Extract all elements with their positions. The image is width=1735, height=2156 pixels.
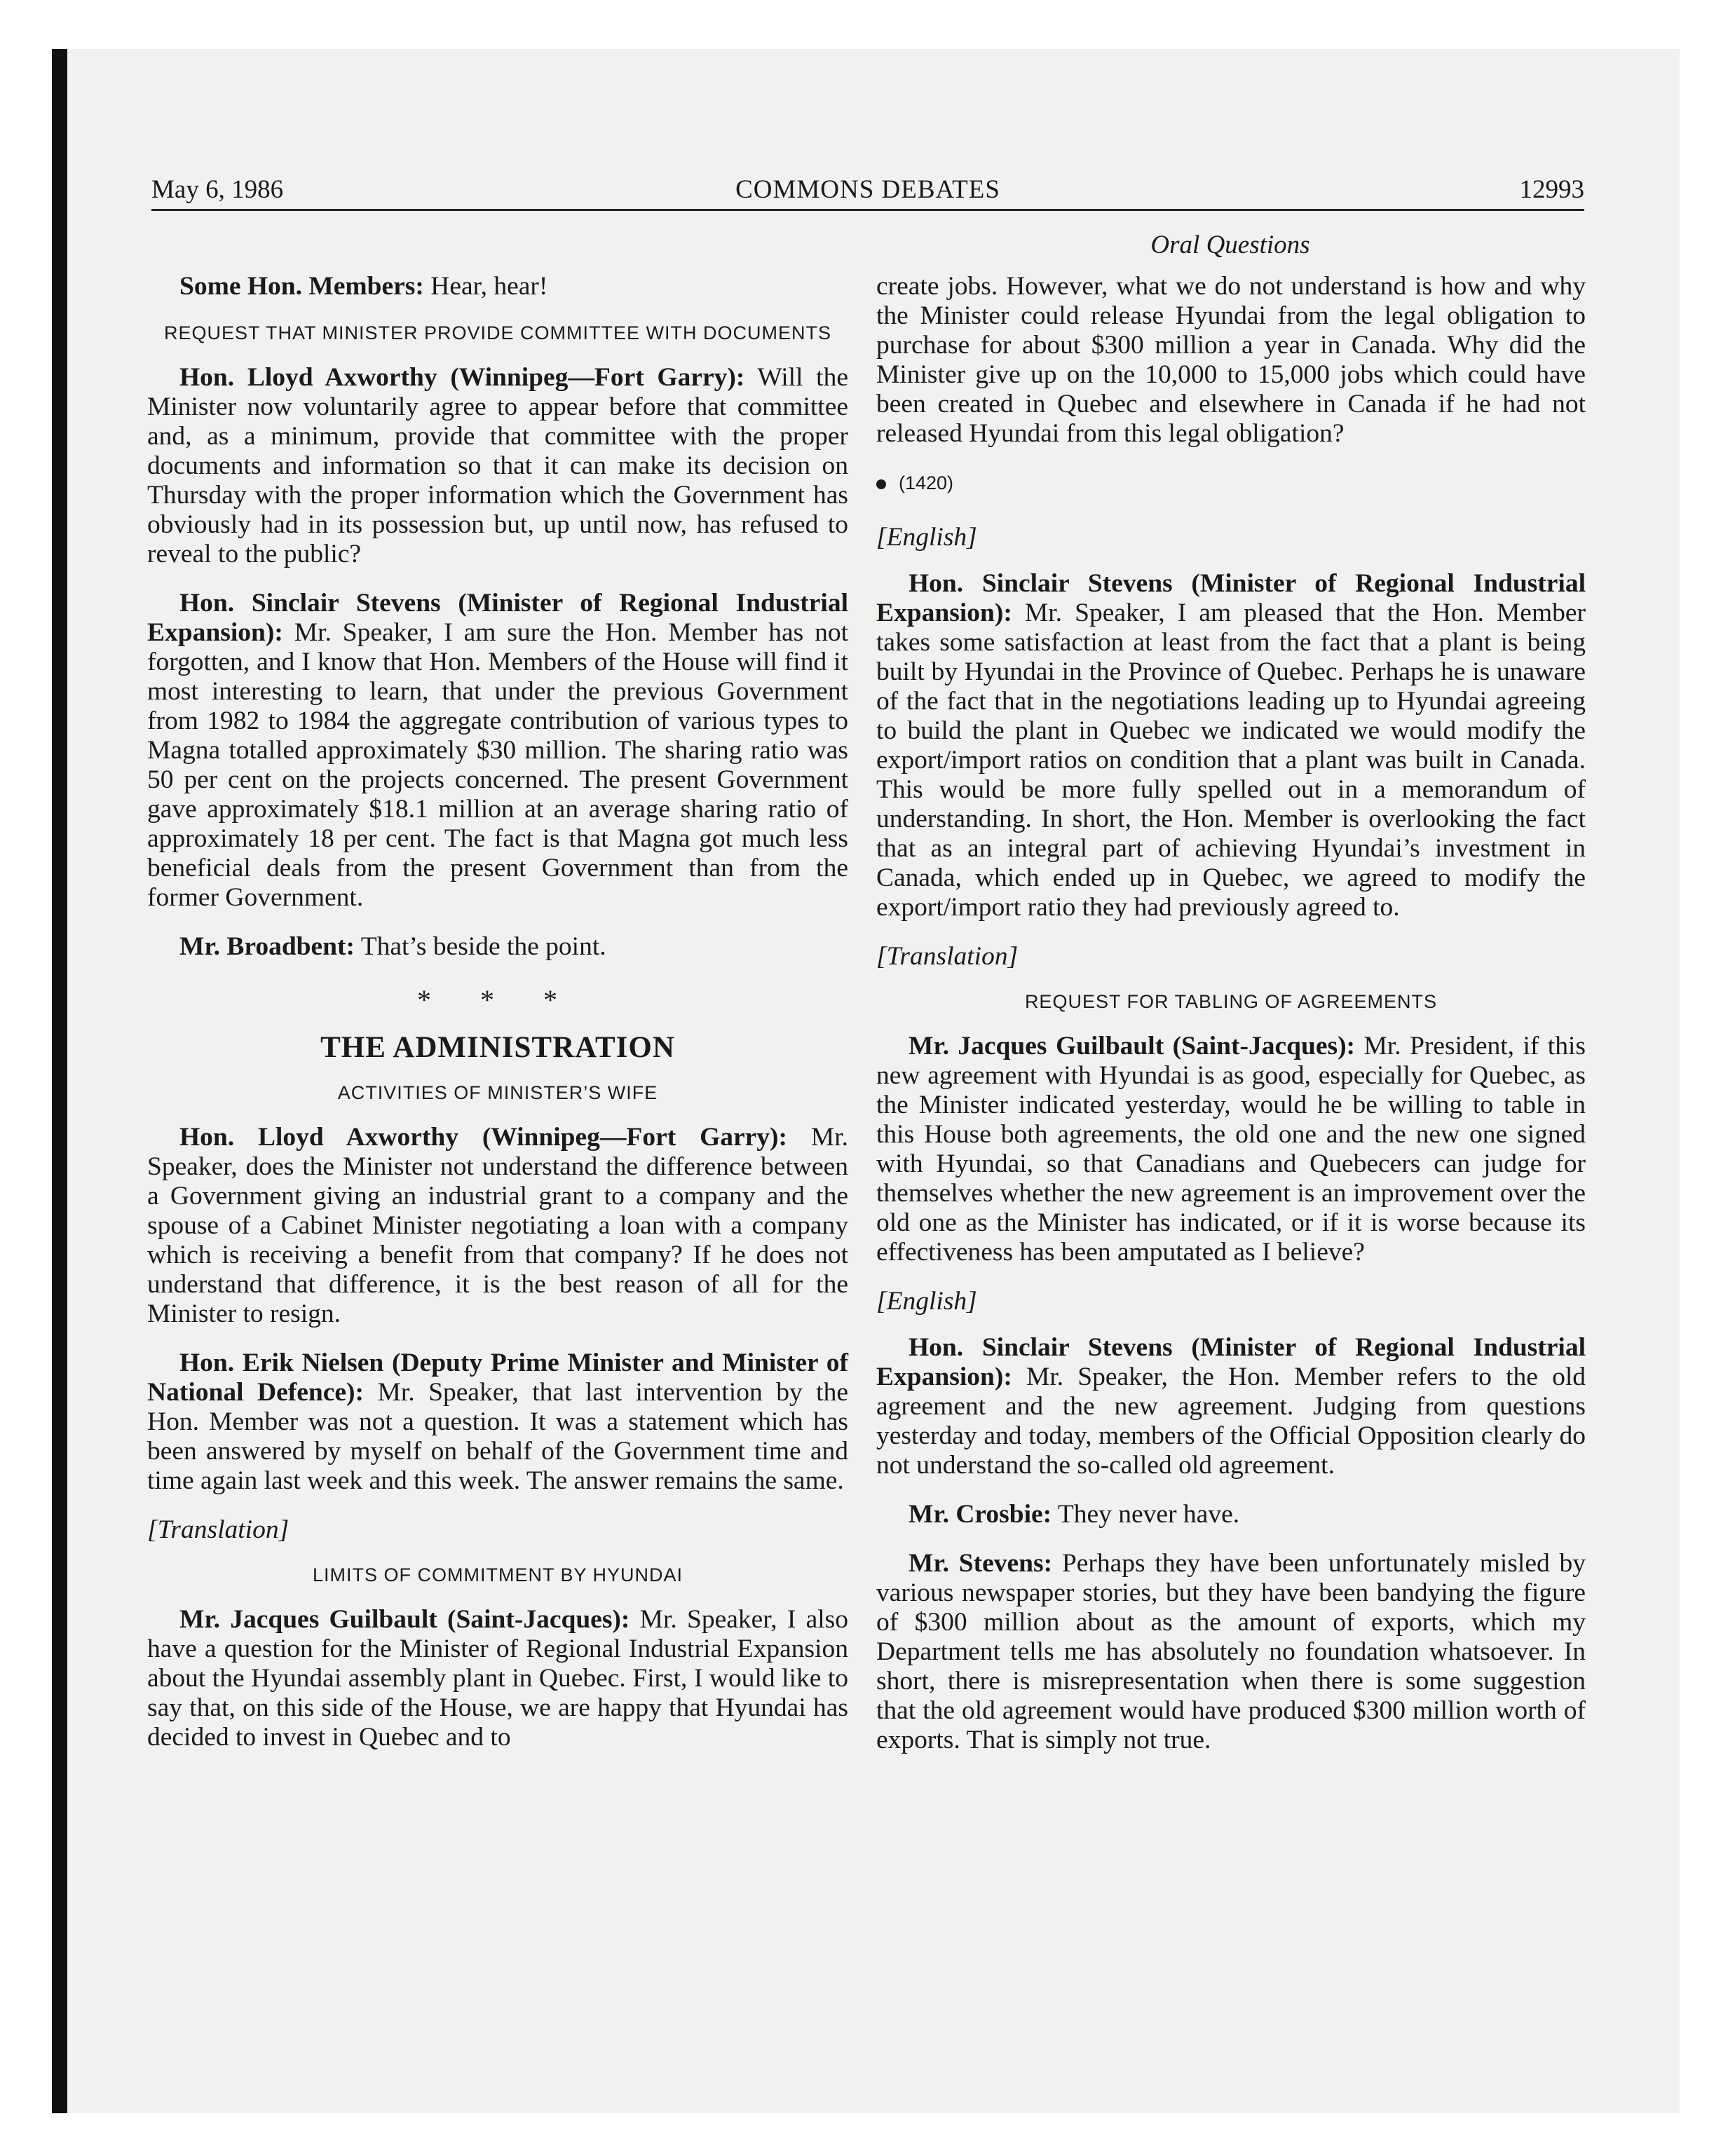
subheading: LIMITS OF COMMITMENT BY HYUNDAI	[312, 1564, 683, 1585]
speech-text: Mr. Speaker, does the Minister not understand the difference between a Government giving an industrial grant to a company and the spouse of a Cabinet Minister negotiating a loan with a company which is receiving a benefit from that company? If he does not understand that difference, it is the best reason of all for the Minister to resign.	[147, 1123, 848, 1328]
speech-text: Mr. President, if this new agreement with Hyundai is as good, especially for Quebec, as the Minister indicated yesterday, would he be willing to table in this House both agreements, the old one and the new one signed with Hyundai, so that Canadians and Quebecers can judge for themselves whether the new agreement is an improvement over the old one as the Minister has indicated, or if it is worse because its effectiveness has been amputated as I believe?	[876, 1032, 1586, 1267]
speech-text: Mr. Speaker, I also have a question for the Minister of Regional Industrial Expansion about the Hyundai assembly plant in Quebec. First, I would like to say that, on this side of the House, we are happy that Hyundai has decided to invest in Quebec and to	[147, 1605, 848, 1752]
paragraph	[147, 363, 848, 569]
speech-text: Mr. Speaker, that last intervention by the Hon. Member was not a question. It was a statement which has been answered by myself on behalf of the Government time and time again last week and this week. The answer remains the same.	[147, 1378, 848, 1495]
left-column	[147, 272, 848, 1772]
language-marker: [English]	[876, 1287, 977, 1316]
paragraph	[147, 932, 848, 962]
subheading: REQUEST FOR TABLING OF AGREEMENTS	[1024, 991, 1438, 1012]
speech-text: Mr. Speaker, I am pleased that the Hon. Member takes some satisfaction at least from the fact that a plant is being built by Hyundai in the Province of Quebec. Perhaps he is unaware of the fact that in the negotiations leading up to Hyundai agreeing to build the plant in Quebec we indicated we would modify the export/import ratios on condition that a plant was built in Canada. This would be more fully spelled out in a memorandum of understanding. In short, the Hon. Member is overlooking the fact that as an integral part of achieving Hyundai’s investment in Canada, which ended up in Quebec, we agreed to modify the export/import ratio they had previously agreed to.	[876, 599, 1586, 922]
paragraph	[876, 569, 1586, 922]
section-heading: THE ADMINISTRATION	[320, 1031, 675, 1064]
speaker: Mr. Jacques Guilbault (Saint-Jacques):	[909, 1032, 1356, 1060]
time-marker-text: (1420)	[899, 472, 954, 493]
paragraph	[147, 1349, 848, 1496]
speaker: Hon. Lloyd Axworthy (Winnipeg—Fort Garry):	[179, 363, 745, 392]
paragraph	[876, 1500, 1586, 1529]
paragraph	[147, 1123, 848, 1329]
speaker: Mr. Broadbent:	[179, 932, 355, 961]
speech-text: Mr. Speaker, I am sure the Hon. Member has not forgotten, and I know that Hon. Members of the House will find it most interesting to learn, that under the previous Government from 1982 to 1984 the aggregate contribution of various types to Magna totalled approximately $30 million. The sharing ratio was 50 per cent on the projects concerned. The present Government gave approximately $18.1 million at an average sharing ratio of approximately 18 per cent. The fact is that Magna got much less beneficial deals from the present Government than from the former Government.	[147, 618, 848, 912]
section-label: Oral Questions	[1150, 231, 1310, 259]
paragraph-continued: create jobs. However, what we do not understand is how and why the Minister could release Hyundai from the legal obligation to purchase for about $300 million a year in Canada. Why did the Minister give up on the 10,000 to 15,000 jobs which could have been created in Quebec and elsewhere in Canada if he had not released Hyundai from this legal obligation?	[876, 272, 1586, 448]
speaker: Hon. Lloyd Axworthy (Winnipeg—Fort Garry):	[179, 1123, 787, 1152]
speaker: Some Hon. Members:	[179, 272, 424, 301]
speaker: Hon. Erik Nielsen (Deputy Prime Minister and Minister of National Defence):	[147, 1349, 848, 1407]
speaker: Hon. Sinclair Stevens (Minister of Regional Industrial Expansion):	[876, 569, 1586, 627]
speaker: Mr. Crosbie:	[909, 1500, 1052, 1529]
speech-text: They never have.	[1052, 1500, 1240, 1529]
paragraph	[876, 1333, 1586, 1480]
speech-text: That’s beside the point.	[355, 932, 606, 961]
paragraph	[147, 272, 848, 301]
header-page-number: 12993	[1519, 175, 1584, 204]
page-header	[151, 174, 1584, 211]
speaker: Mr. Stevens:	[909, 1549, 1053, 1578]
right-column	[876, 272, 1586, 1775]
subheading: ACTIVITIES OF MINISTER’S WIFE	[337, 1082, 658, 1103]
paragraph	[876, 1549, 1586, 1755]
speech-text: Perhaps they have been unfortunately misled by various newspaper stories, but they have been bandying the figure of $300 million about as the amount of exports, which my Department tells me has absolutely no foundation whatsoever. In short, there is misrepresentation when there is some suggestion that the old agreement would have produced $300 million worth of exports. That is simply not true.	[876, 1549, 1586, 1754]
speech-text: Mr. Speaker, the Hon. Member refers to the old agreement and the new agreement. Judging from questions yesterday and today, members of the Official Opposition clearly do not understand the so-called old agreement.	[876, 1363, 1586, 1480]
subheading: REQUEST THAT MINISTER PROVIDE COMMITTEE WITH DOCUMENTS	[163, 322, 832, 343]
header-journal-title: COMMONS DEBATES	[735, 175, 1000, 204]
bullet-icon	[876, 479, 886, 489]
time-marker	[876, 468, 1586, 498]
language-marker: [Translation]	[876, 942, 1019, 971]
paragraph	[147, 589, 848, 913]
language-marker: [English]	[876, 523, 977, 552]
speaker: Hon. Sinclair Stevens (Minister of Regional Industrial Expansion):	[147, 589, 848, 647]
speech-text: Will the Minister now voluntarily agree to appear before that committee and, as a minimum, provide that committee with the proper documents and information so that it can make its decision on Thursday with the proper information which the Government has obviously had in its possession but, up until now, has refused to reveal to the public?	[147, 363, 848, 568]
scan-edge	[52, 49, 67, 2113]
paragraph	[876, 1032, 1586, 1267]
language-marker: [Translation]	[147, 1515, 290, 1544]
paragraph	[147, 1605, 848, 1752]
section-divider-stars: * * *	[417, 984, 578, 1016]
header-date: May 6, 1986	[151, 175, 284, 204]
speaker: Hon. Sinclair Stevens (Minister of Regional Industrial Expansion):	[876, 1333, 1586, 1391]
speaker: Mr. Jacques Guilbault (Saint-Jacques):	[179, 1605, 630, 1634]
speech-text: Hear, hear!	[423, 272, 548, 301]
